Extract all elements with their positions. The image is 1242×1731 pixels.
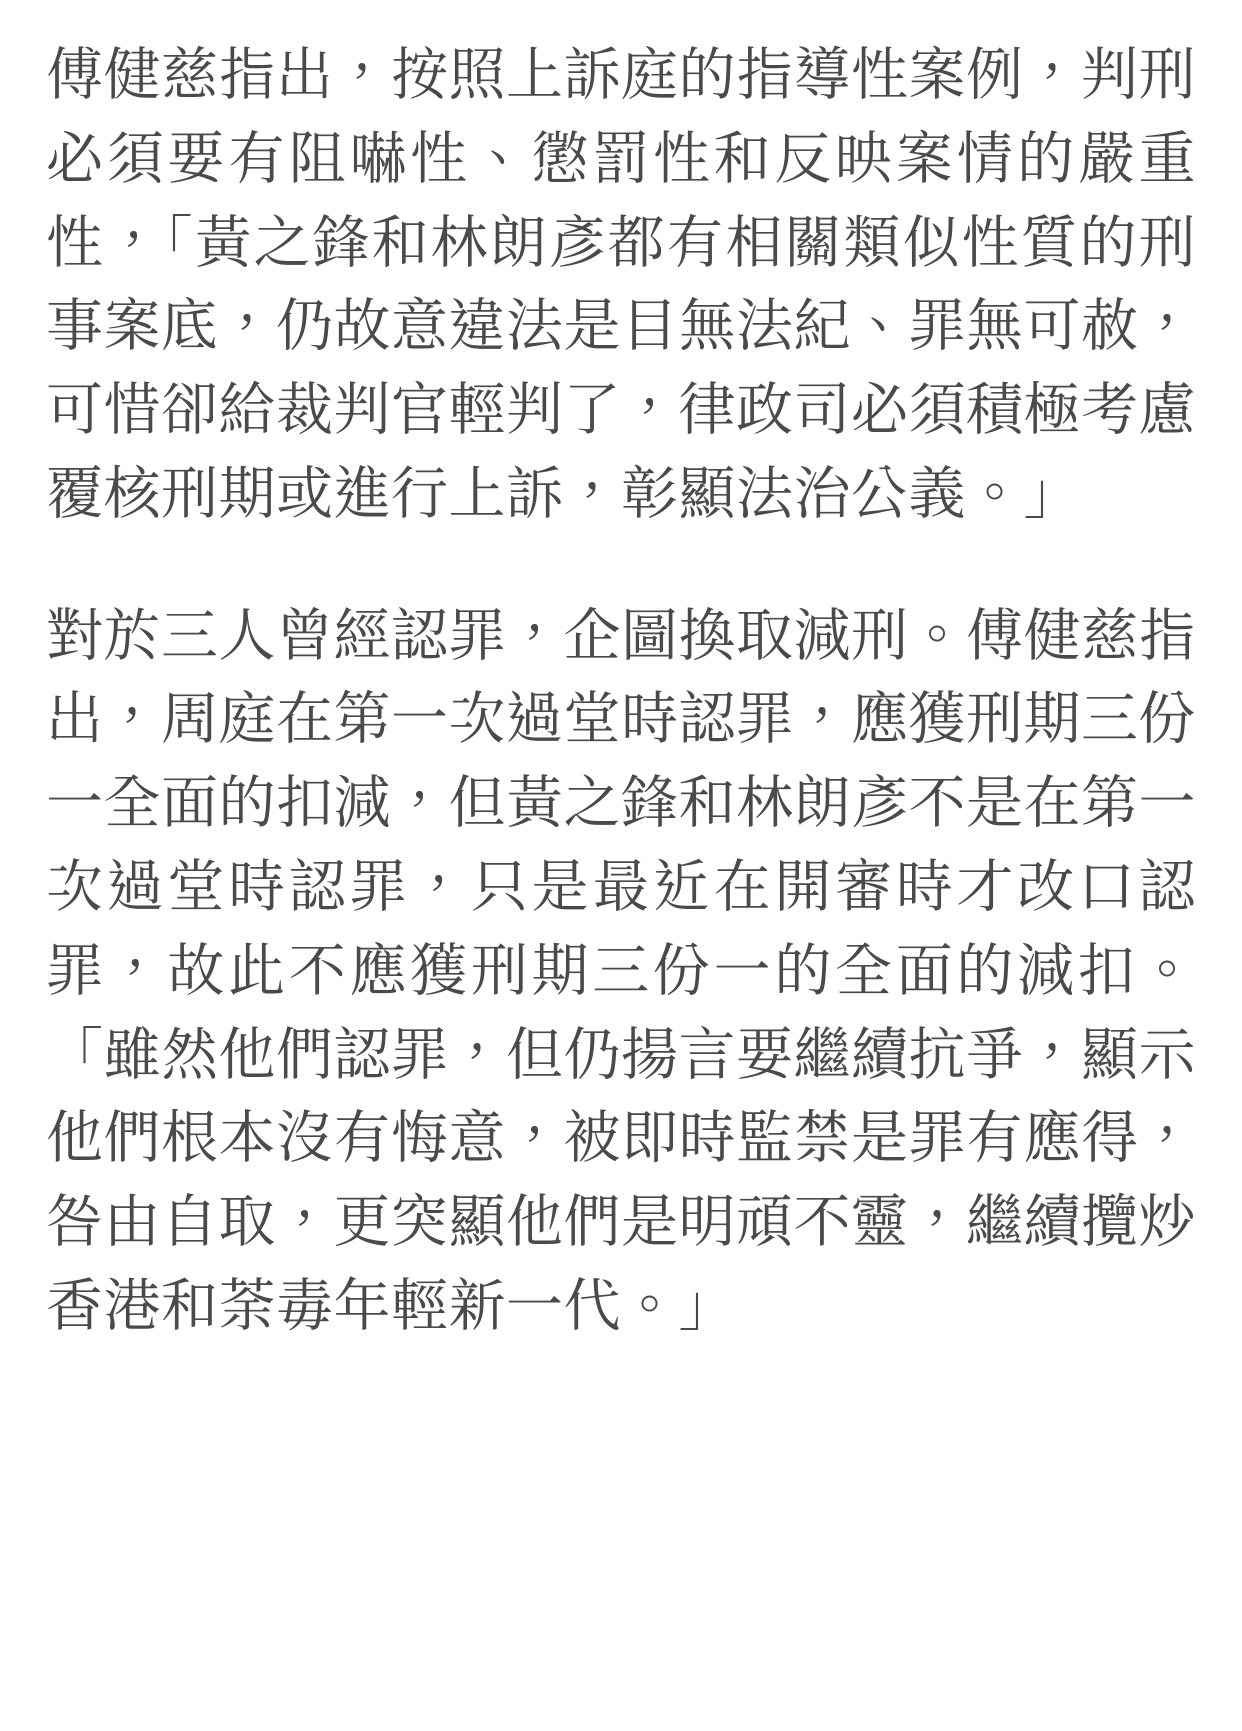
article-paragraph: 傅健慈指出，按照上訴庭的指導性案例，判刑必須要有阻嚇性、懲罰性和反映案情的嚴重性，「黃之鋒和林朗彥都有相關類似性質的刑事案底，仍故意違法是目無法紀、罪無可赦，可惜卻給裁判官輕判了，律政司必須積極考慮覆核刑期或進行上訴，彰顯法治公義。」 [46,42,1196,527]
article-paragraph: 對於三人曾經認罪，企圖換取減刑。傅健慈指出，周庭在第一次過堂時認罪，應獲刑期三份一全面的扣減，但黃之鋒和林朗彥不是在第一次過堂時認罪，只是最近在開審時才改口認罪，故此不應獲刑期三份一的全面的減扣。「雖然他們認罪，但仍揚言要繼續抗爭，顯示他們根本沒有悔意，被即時監禁是罪有應得，咎由自取，更突顯他們是明頑不靈，繼續攬炒香港和荼毒年輕新一代。」 [46,602,1196,1339]
